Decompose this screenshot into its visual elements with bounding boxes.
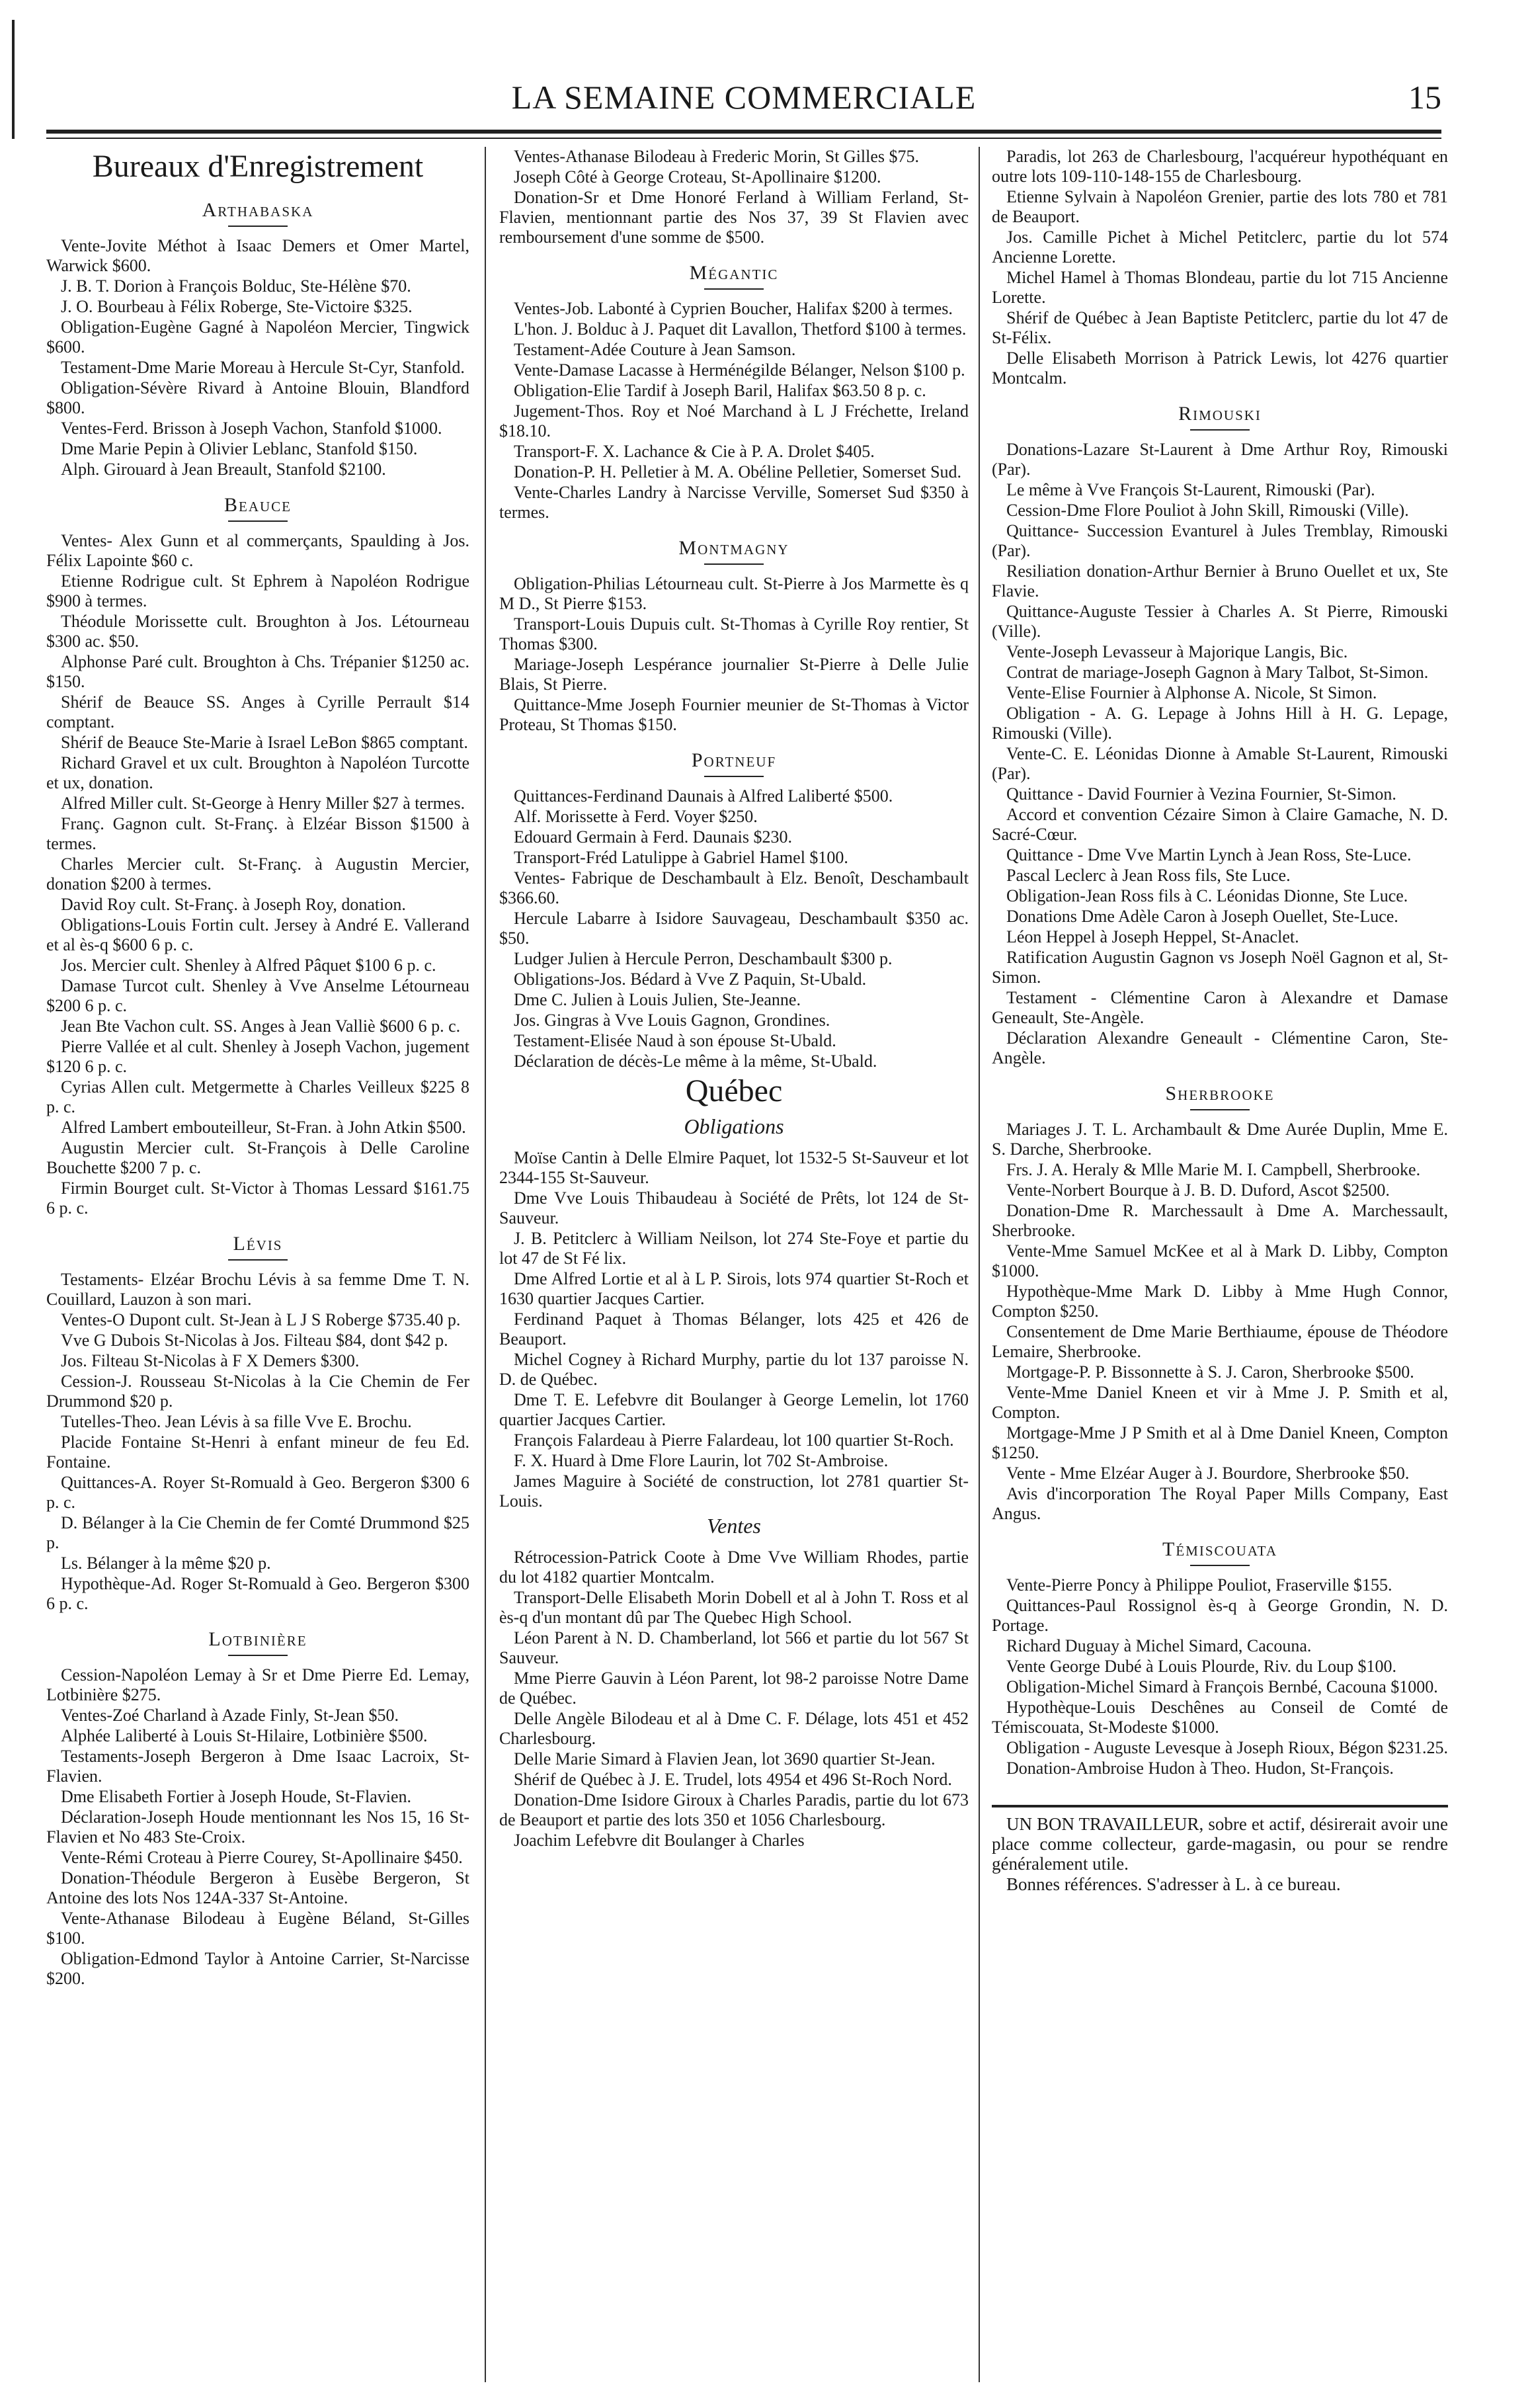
registry-entry: Etienne Sylvain à Napoléon Grenier, partie des lots 780 et 781 de Beauport.: [992, 187, 1448, 226]
section-rule: [228, 1259, 288, 1261]
registry-entry: Vve G Dubois St-Nicolas à Jos. Filteau $84, dont $42 p.: [61, 1331, 448, 1350]
registry-entry: Vente - Mme Elzéar Auger à J. Bourdore, Sherbrooke $50.: [1006, 1464, 1410, 1483]
registry-entry: Alphée Laliberté à Louis St-Hilaire, Lotbinière $500.: [61, 1726, 428, 1745]
registry-entry: Delle Elisabeth Morrison à Patrick Lewis, lot 4276 quartier Montcalm.: [992, 349, 1448, 388]
registry-entry: Alfred Miller cult. St-George à Henry Miller $27 à termes.: [61, 794, 465, 813]
registry-entry: Quittance- Succession Evanturel à Jules Tremblay, Rimouski (Par).: [992, 521, 1448, 560]
column-2: [499, 147, 969, 2382]
registry-entry: Vente-Jovite Méthot à Isaac Demers et Omer Martel, Warwick $600.: [46, 236, 469, 275]
registry-entry: Shérif de Beauce SS. Anges à Cyrille Perrault $14 comptant.: [46, 692, 469, 731]
section-subheading: Ventes: [707, 1514, 761, 1538]
registry-entry: Jean Bte Vachon cult. SS. Anges à Jean Valliè $600 6 p. c.: [61, 1017, 461, 1036]
registry-entry: Donations Dme Adèle Caron à Joseph Ouellet, Ste-Luce.: [1006, 907, 1398, 926]
registry-entry: Ls. Bélanger à la même $20 p.: [61, 1554, 271, 1573]
registry-entry: Quittances-Ferdinand Daunais à Alfred Laliberté $500.: [514, 786, 893, 806]
registry-entry: Pascal Leclerc à Jean Ross fils, Ste Luce.: [1006, 866, 1291, 885]
registry-entry: Franç. Gagnon cult. St-Franç. à Elzéar Bisson $1500 à termes.: [46, 814, 469, 853]
section-heading: Sherbrooke: [1165, 1083, 1275, 1104]
registry-entry: Testaments-Joseph Bergeron à Dme Isaac Lacroix, St-Flavien.: [46, 1747, 469, 1786]
registry-entry: Donations-Lazare St-Laurent à Dme Arthur Roy, Rimouski (Par).: [992, 440, 1448, 479]
registry-entry: Donation-Dme Isidore Giroux à Charles Paradis, partie du lot 673 de Beauport et partie des lots 350 et 1056 Charlesbourg.: [499, 1790, 969, 1829]
registry-entry: Vente-Norbert Bourque à J. B. D. Duford, Ascot $2500.: [1006, 1181, 1390, 1200]
section-rule: [228, 1655, 288, 1656]
registry-entry: Quittance-Auguste Tessier à Charles A. St Pierre, Rimouski (Ville).: [992, 602, 1448, 641]
registry-entry: Obligation-Sévère Rivard à Antoine Blouin, Blandford $800.: [46, 378, 469, 417]
registry-entry: François Falardeau à Pierre Falardeau, lot 100 quartier St-Roch.: [514, 1431, 954, 1450]
registry-entry: Dme Alfred Lortie et al à L P. Sirois, lots 974 quartier St-Roch et 1630 quartier Jacques Cartier.: [499, 1269, 969, 1308]
registry-entry: Mortgage-P. P. Bissonnette à S. J. Caron, Sherbrooke $500.: [1006, 1362, 1414, 1382]
registry-entry: Hypothèque-Mme Mark D. Libby à Mme Hugh Connor, Compton $250.: [992, 1282, 1448, 1321]
registry-entry: Obligation - Auguste Levesque à Joseph Rioux, Bégon $231.25.: [1006, 1738, 1448, 1757]
registry-entry: Tutelles-Theo. Jean Lévis à sa fille Vve E. Brochu.: [61, 1412, 412, 1431]
publication-title: LA SEMAINE COMMERCIALE: [511, 79, 977, 116]
section-rule: [228, 226, 288, 227]
registry-entry: Vente-Elise Fournier à Alphonse A. Nicole, St Simon.: [1006, 683, 1377, 702]
section-heading: Arthabaska: [202, 199, 314, 221]
registry-entry: Déclaration de décès-Le même à la même, St-Ubald.: [514, 1052, 877, 1071]
registry-entry: Dme C. Julien à Louis Julien, Ste-Jeanne.: [514, 990, 801, 1009]
section-heading: Mégantic: [689, 262, 779, 284]
registry-entry: Vente-Pierre Poncy à Philippe Pouliot, Fraserville $155.: [1006, 1575, 1392, 1595]
section-rule: [704, 563, 764, 565]
registry-entry: Testament-Dme Marie Moreau à Hercule St-Cyr, Stanfold.: [61, 358, 465, 377]
registry-entry: David Roy cult. St-Franç. à Joseph Roy, donation.: [61, 895, 406, 914]
registry-entry: Hercule Labarre à Isidore Sauvageau, Deschambault $350 ac. $50.: [499, 909, 969, 948]
registry-entry: Rétrocession-Patrick Coote à Dme Vve William Rhodes, partie du lot 4182 quartier Montcalm.: [499, 1548, 969, 1587]
registry-entry: Joseph Côté à George Croteau, St-Apollinaire $1200.: [514, 167, 881, 187]
section-rule: [1190, 1109, 1250, 1110]
registry-entry: J. B. T. Dorion à François Bolduc, Ste-Hélène $70.: [61, 276, 411, 296]
registry-entry: Dme Vve Louis Thibaudeau à Société de Prêts, lot 124 de St-Sauveur.: [499, 1188, 969, 1227]
registry-entry: Quittances-Paul Rossignol ès-q à George Grondin, N. D. Portage.: [992, 1596, 1448, 1635]
registry-entry: Cession-Napoléon Lemay à Sr et Dme Pierre Ed. Lemay, Lotbinière $275.: [46, 1665, 469, 1704]
registry-entry: Donation-Dme R. Marchessault à Dme A. Marchessault, Sherbrooke.: [992, 1201, 1448, 1240]
registry-entry: Testaments- Elzéar Brochu Lévis à sa femme Dme T. N. Couillard, Lauzon à son mari.: [46, 1270, 469, 1309]
registry-entry: Alphonse Paré cult. Broughton à Chs. Trépanier $1250 ac. $150.: [46, 652, 469, 691]
section-rule: [228, 520, 288, 522]
registry-entry: Obligations-Louis Fortin cult. Jersey à André E. Vallerand et al ès-q $600 6 p. c.: [46, 915, 469, 954]
registry-entry: Transport-Louis Dupuis cult. St-Thomas à Cyrille Roy rentier, St Thomas $300.: [499, 614, 969, 653]
registry-entry: Ludger Julien à Hercule Perron, Deschambault $300 p.: [514, 949, 893, 968]
registry-entry: Déclaration Alexandre Geneault - Clémentine Caron, Ste-Angèle.: [992, 1028, 1448, 1067]
registry-entry: James Maguire à Société de construction, lot 2781 quartier St-Louis.: [499, 1472, 969, 1511]
registry-entry: Accord et convention Cézaire Simon à Claire Gamache, N. D. Sacré-Cœur.: [992, 805, 1448, 844]
registry-entry: Ventes-O Dupont cult. St-Jean à L J S Roberge $735.40 p.: [61, 1310, 461, 1329]
registry-entry: Alph. Girouard à Jean Breault, Stanfold $2100.: [61, 460, 386, 479]
registry-entry: Vente-C. E. Léonidas Dionne à Amable St-Laurent, Rimouski (Par).: [992, 744, 1448, 783]
section-rule: [1190, 429, 1250, 431]
registry-entry: Mariages J. T. L. Archambault & Dme Aurée Duplin, Mme E. S. Darche, Sherbrooke.: [992, 1120, 1448, 1159]
registry-entry: Richard Duguay à Michel Simard, Cacouna.: [1006, 1636, 1312, 1655]
section-heading: Témiscouata: [1162, 1538, 1277, 1560]
registry-entry: Consentement de Dme Marie Berthiaume, épouse de Théodore Lemaire, Sherbrooke.: [992, 1322, 1448, 1361]
registry-entry: Testament - Clémentine Caron à Alexandre et Damase Geneault, Ste-Angèle.: [992, 988, 1448, 1027]
registry-entry: Ventes-Ferd. Brisson à Joseph Vachon, Stanfold $1000.: [61, 419, 442, 438]
registry-entry: Ventes- Fabrique de Deschambault à Elz. Benoît, Deschambault $366.60.: [499, 868, 969, 907]
registry-entry: Ventes- Alex Gunn et al commerçants, Spaulding à Jos. Félix Lapointe $60 c.: [46, 531, 469, 570]
registry-entry: Obligation-Michel Simard à François Bernbé, Cacouna $1000.: [1006, 1677, 1438, 1696]
registry-entry: Vente-Athanase Bilodeau à Eugène Béland, St-Gilles $100.: [46, 1909, 469, 1948]
registry-entry: Vente-Charles Landry à Narcisse Verville, Somerset Sud $350 à termes.: [499, 483, 969, 522]
registry-entry: Edouard Germain à Ferd. Daunais $230.: [514, 827, 792, 847]
registry-entry: Obligation-Eugène Gagné à Napoléon Mercier, Tingwick $600.: [46, 317, 469, 356]
registry-entry: Obligation-Philias Létourneau cult. St-Pierre à Jos Marmette ès q M D., St Pierre $153.: [499, 574, 969, 613]
registry-entry: Michel Cogney à Richard Murphy, partie du lot 137 paroisse N. D. de Québec.: [499, 1350, 969, 1389]
column-1: [46, 147, 469, 2382]
registry-entry: Moïse Cantin à Delle Elmire Paquet, lot 1532-5 St-Sauveur et lot 2344-155 St-Sauveur.: [499, 1148, 969, 1187]
registry-entry: Obligation-Edmond Taylor à Antoine Carrier, St-Narcisse $200.: [46, 1949, 469, 1988]
section-heading: Lotbinière: [208, 1628, 307, 1650]
registry-entry: Hypothèque-Louis Deschênes au Conseil de Comté de Témiscouata, St-Modeste $1000.: [992, 1698, 1448, 1737]
registry-entry: Testament-Adée Couture à Jean Samson.: [514, 340, 796, 359]
registry-entry: Cession-J. Rousseau St-Nicolas à la Cie Chemin de Fer Drummond $20 p.: [46, 1372, 469, 1411]
registry-entry: Shérif de Québec à Jean Baptiste Petitclerc, partie du lot 47 de St-Félix.: [992, 308, 1448, 347]
registry-entry: Testament-Elisée Naud à son épouse St-Ubald.: [514, 1031, 836, 1050]
registry-entry: Vente-Mme Samuel McKee et al à Mark D. Libby, Compton $1000.: [992, 1241, 1448, 1280]
registry-entry: Mortgage-Mme J P Smith et al à Dme Daniel Kneen, Compton $1250.: [992, 1423, 1448, 1462]
registry-entry: Transport-F. X. Lachance & Cie à P. A. Drolet $405.: [514, 442, 875, 461]
section-rule: [704, 288, 764, 290]
registry-entry: Ventes-Job. Labonté à Cyprien Boucher, Halifax $200 à termes.: [514, 299, 953, 318]
registry-entry: Vente George Dubé à Louis Plourde, Riv. du Loup $100.: [1006, 1657, 1396, 1676]
registry-entry: Léon Parent à N. D. Chamberland, lot 566 et partie du lot 567 St Sauveur.: [499, 1628, 969, 1667]
registry-entry: Ferdinand Paquet à Thomas Bélanger, lots 425 et 426 de Beauport.: [499, 1309, 969, 1349]
registry-entry: Delle Marie Simard à Flavien Jean, lot 3690 quartier St-Jean.: [514, 1749, 936, 1768]
registry-entry: Cyrias Allen cult. Metgermette à Charles Veilleux $225 8 p. c.: [46, 1077, 469, 1116]
registry-entry: D. Bélanger à la Cie Chemin de fer Comté Drummond $25 p.: [46, 1513, 469, 1552]
registry-entry: Etienne Rodrigue cult. St Ephrem à Napoléon Rodrigue $900 à termes.: [46, 571, 469, 610]
section-rule: [1190, 1565, 1250, 1566]
section-heading: Beauce: [223, 494, 292, 516]
registry-entry: Obligation - A. G. Lepage à Johns Hill à H. G. Lepage, Rimouski (Ville).: [992, 704, 1448, 743]
registry-entry: Déclaration-Joseph Houde mentionnant les Nos 15, 16 St-Flavien et No 483 Ste-Croix.: [46, 1807, 469, 1847]
section-heading: Portneuf: [691, 749, 777, 771]
column-3: [992, 147, 1448, 2382]
registry-entry: Quittance-Mme Joseph Fournier meunier de St-Thomas à Victor Proteau, St Thomas $150.: [499, 695, 969, 734]
registry-entry: F. X. Huard à Dme Flore Laurin, lot 702 St-Ambroise.: [514, 1451, 889, 1470]
header-rule-thin: [46, 138, 1441, 139]
section-heading: Montmagny: [678, 537, 789, 559]
margin-rule: [12, 20, 15, 139]
registry-entry: Obligation-Jean Ross fils à C. Léonidas Dionne, Ste Luce.: [1006, 886, 1408, 905]
registry-entry: Augustin Mercier cult. St-François à Delle Caroline Bouchette $200 7 p. c.: [46, 1138, 469, 1177]
registry-entry: J. O. Bourbeau à Félix Roberge, Ste-Victoire $325.: [61, 297, 413, 316]
registry-entry: Léon Heppel à Joseph Heppel, St-Anaclet.: [1006, 927, 1299, 946]
page-number: 15: [1408, 79, 1441, 116]
registry-entry: L'hon. J. Bolduc à J. Paquet dit Lavallon, Thetford $100 à termes.: [514, 319, 967, 339]
registry-entry: Alf. Morissette à Ferd. Voyer $250.: [514, 807, 758, 826]
registry-entry: Mme Pierre Gauvin à Léon Parent, lot 98-2 paroisse Notre Dame de Québec.: [499, 1669, 969, 1708]
registry-entry: Théodule Morissette cult. Broughton à Jos. Létourneau $300 ac. $50.: [46, 612, 469, 651]
registry-entry: Dme T. E. Lefebvre dit Boulanger à George Lemelin, lot 1760 quartier Jacques Cartier.: [499, 1390, 969, 1429]
registry-entry: Mariage-Joseph Lespérance journalier St-Pierre à Delle Julie Blais, St Pierre.: [499, 655, 969, 694]
header-rule: [46, 130, 1441, 134]
registry-entry: Alfred Lambert embouteilleur, St-Fran. à John Atkin $500.: [61, 1118, 466, 1137]
registry-entry: Placide Fontaine St-Henri à enfant mineur de feu Ed. Fontaine.: [46, 1432, 469, 1472]
registry-entry: Vente-Joseph Levasseur à Majorique Langis, Bic.: [1006, 642, 1348, 661]
registry-entry: Joachim Lefebvre dit Boulanger à Charles: [514, 1831, 805, 1850]
classified-ad-text: UN BON TRAVAILLEUR, sobre et actif, désirerait avoir une place comme collecteur, garde-magasin, ou pour se rendre généralement utile.: [992, 1814, 1448, 1874]
page-header: [46, 78, 1441, 131]
registry-entry: Damase Turcot cult. Shenley à Vve Anselme Létourneau $200 6 p. c.: [46, 976, 469, 1015]
registry-entry: Ratification Augustin Gagnon vs Joseph Noël Gagnon et al, St-Simon.: [992, 948, 1448, 987]
registry-entry: Richard Gravel et ux cult. Broughton à Napoléon Turcotte et ux, donation.: [46, 753, 469, 792]
registry-entry: Le même à Vve François St-Laurent, Rimouski (Par).: [1006, 480, 1375, 499]
registry-entry: Donation-Sr et Dme Honoré Ferland à William Ferland, St-Flavien, mentionnant partie des Nos 37, 39 St Flavien avec remboursement d'une somme de $500.: [499, 188, 969, 247]
main-heading: Bureaux d'Enregistrement: [92, 149, 424, 184]
section-heading: Québec: [685, 1073, 783, 1108]
registry-entry: Jos. Filteau St-Nicolas à F X Demers $300.: [61, 1351, 360, 1370]
registry-entry: Michel Hamel à Thomas Blondeau, partie du lot 715 Ancienne Lorette.: [992, 268, 1448, 307]
registry-entry: Frs. J. A. Heraly & Mlle Marie M. I. Campbell, Sherbrooke.: [1006, 1160, 1421, 1179]
section-subheading: Obligations: [684, 1114, 784, 1138]
registry-entry: Obligation-Elie Tardif à Joseph Baril, Halifax $63.50 8 p. c.: [514, 381, 926, 400]
registry-entry: Transport-Fréd Latulippe à Gabriel Hamel $100.: [514, 848, 848, 867]
section-heading: Lévis: [233, 1233, 283, 1255]
registry-entry: Quittances-A. Royer St-Romuald à Geo. Bergeron $300 6 p. c.: [46, 1473, 469, 1512]
registry-entry: Resiliation donation-Arthur Bernier à Bruno Ouellet et ux, Ste Flavie.: [992, 561, 1448, 601]
registry-entry: Quittance - David Fournier à Vezina Fournier, St-Simon.: [1006, 784, 1396, 804]
registry-entry: Cession-Dme Flore Pouliot à John Skill, Rimouski (Ville).: [1006, 501, 1409, 520]
classified-ad-footer: Bonnes références. S'adresser à L. à ce bureau.: [1006, 1874, 1341, 1894]
registry-entry: Delle Angèle Bilodeau et al à Dme C. F. Délage, lots 451 et 452 Charlesbourg.: [499, 1709, 969, 1748]
section-rule: [704, 776, 764, 777]
registry-entry: Vente-Mme Daniel Kneen et vir à Mme J. P. Smith et al, Compton.: [992, 1383, 1448, 1422]
classified-ad: [992, 1805, 1448, 1894]
registry-entry: Vente-Rémi Croteau à Pierre Courey, St-Apollinaire $450.: [61, 1848, 463, 1867]
registry-entry: Jos. Camille Pichet à Michel Petitclerc, partie du lot 574 Ancienne Lorette.: [992, 228, 1448, 267]
registry-entry: Pierre Vallée et al cult. Shenley à Joseph Vachon, jugement $120 6 p. c.: [46, 1037, 469, 1076]
registry-entry: Donation-P. H. Pelletier à M. A. Obéline Pelletier, Somerset Sud.: [514, 462, 962, 481]
registry-entry: Obligations-Jos. Bédard à Vve Z Paquin, St-Ubald.: [514, 970, 867, 989]
registry-entry: Paradis, lot 263 de Charlesbourg, l'acquéreur hypothéquant en outre lots 109-110-148-155 de Charlesbourg.: [992, 147, 1448, 186]
registry-entry: Quittance - Dme Vve Martin Lynch à Jean Ross, Ste-Luce.: [1006, 845, 1412, 864]
registry-entry: Avis d'incorporation The Royal Paper Mills Company, East Angus.: [992, 1484, 1448, 1523]
registry-entry: Contrat de mariage-Joseph Gagnon à Mary Talbot, St-Simon.: [1006, 663, 1429, 682]
section-heading: Rimouski: [1178, 403, 1262, 425]
registry-entry: Jugement-Thos. Roy et Noé Marchand à L J Fréchette, Ireland $18.10.: [499, 401, 969, 440]
registry-entry: Jos. Gingras à Vve Louis Gagnon, Grondines.: [514, 1011, 830, 1030]
column-divider: [979, 147, 980, 2382]
column-divider: [485, 147, 486, 2382]
registry-entry: Donation-Théodule Bergeron à Eusèbe Bergeron, St Antoine des lots Nos 124A-337 St-Antoine.: [46, 1868, 469, 1907]
registry-entry: Dme Elisabeth Fortier à Joseph Houde, St-Flavien.: [61, 1787, 412, 1806]
registry-entry: Hypothèque-Ad. Roger St-Romuald à Geo. Bergeron $300 6 p. c.: [46, 1574, 469, 1613]
registry-entry: Transport-Delle Elisabeth Morin Dobell et al à John T. Ross et al ès-q d'un montant dû par The Quebec High School.: [499, 1588, 969, 1627]
registry-entry: Donation-Ambroise Hudon à Theo. Hudon, St-François.: [1006, 1759, 1394, 1778]
registry-entry: Shérif de Québec à J. E. Trudel, lots 4954 et 496 St-Roch Nord.: [514, 1770, 952, 1789]
registry-entry: Shérif de Beauce Ste-Marie à Israel LeBon $865 comptant.: [61, 733, 468, 752]
registry-entry: Jos. Mercier cult. Shenley à Alfred Pâquet $100 6 p. c.: [61, 956, 436, 975]
registry-entry: Charles Mercier cult. St-Franç. à Augustin Mercier, donation $200 à termes.: [46, 854, 469, 893]
registry-entry: Dme Marie Pepin à Olivier Leblanc, Stanfold $150.: [61, 439, 418, 458]
registry-entry: Vente-Damase Lacasse à Herménégilde Bélanger, Nelson $100 p.: [514, 360, 965, 380]
registry-entry: Firmin Bourget cult. St-Victor à Thomas Lessard $161.75 6 p. c.: [46, 1179, 469, 1218]
registry-entry: Ventes-Zoé Charland à Azade Finly, St-Jean $50.: [61, 1706, 399, 1725]
registry-entry: Ventes-Athanase Bilodeau à Frederic Morin, St Gilles $75.: [514, 147, 920, 166]
registry-entry: J. B. Petitclerc à William Neilson, lot 274 Ste-Foye et partie du lot 47 de St Fé lix.: [499, 1229, 969, 1268]
